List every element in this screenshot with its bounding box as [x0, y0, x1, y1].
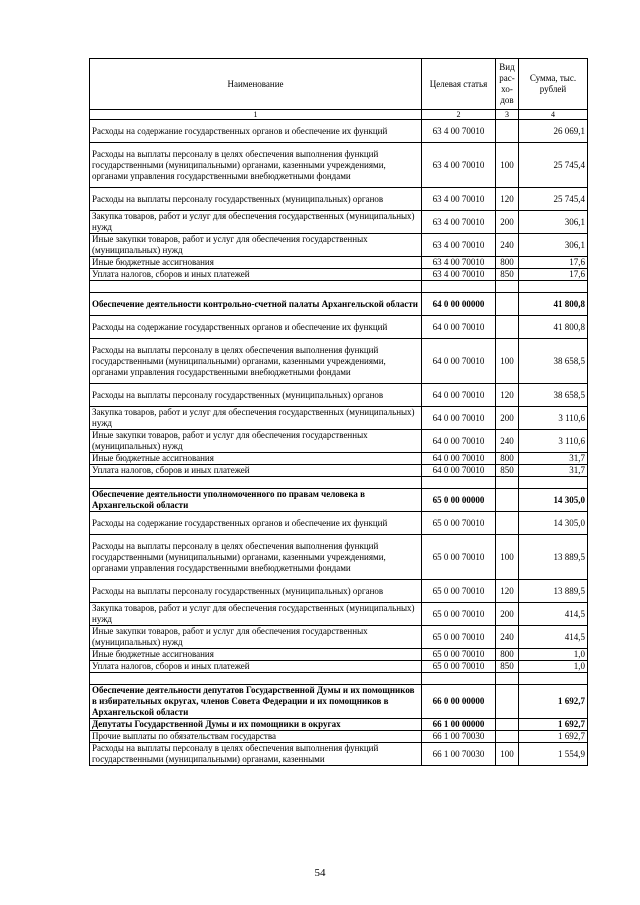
column-number: 2 — [422, 110, 496, 120]
expense-kind-cell: 120 — [496, 580, 519, 603]
page-number: 54 — [314, 867, 326, 879]
expense-kind-cell — [496, 719, 519, 731]
table-row — [90, 580, 588, 603]
name-cell: Расходы на выплаты персоналу в целях обеспечения выполнения функций государственными (муниципальными) органами, казенными учреждениями, органами управления государственными внебюджетными фондами — [90, 535, 422, 580]
target-article-cell: 65 0 00 70010 — [422, 535, 496, 580]
expense-kind-cell: 200 — [496, 603, 519, 626]
name-cell: Обеспечение деятельности депутатов Государственной Думы и их помощников в избирательных округах, членов Совета Федерации и их помощников в Архангельской области — [90, 685, 422, 719]
sum-cell: 1 554,9 — [519, 743, 588, 766]
sum-cell: 306,1 — [519, 234, 588, 257]
sum-cell: 17,6 — [519, 269, 588, 281]
sum-cell: 13 889,5 — [519, 580, 588, 603]
table-row — [90, 257, 588, 269]
expense-kind-cell: 850 — [496, 661, 519, 673]
sum-cell: 1 692,7 — [519, 719, 588, 731]
target-article-cell: 64 0 00 00000 — [422, 293, 496, 316]
table-row — [90, 269, 588, 281]
expense-kind-cell: 850 — [496, 465, 519, 477]
target-article-cell: 63 4 00 70010 — [422, 269, 496, 281]
name-cell: Иные бюджетные ассигнования — [90, 649, 422, 661]
table-row — [90, 188, 588, 211]
table-row — [90, 535, 588, 580]
table-row — [90, 649, 588, 661]
sum-cell: 31,7 — [519, 465, 588, 477]
sum-cell: 1,0 — [519, 649, 588, 661]
target-article-cell: 64 0 00 70010 — [422, 316, 496, 339]
sum-cell: 3 110,6 — [519, 430, 588, 453]
target-article-cell: 65 0 00 70010 — [422, 580, 496, 603]
target-article-cell: 65 0 00 00000 — [422, 489, 496, 512]
sum-cell: 31,7 — [519, 453, 588, 465]
target-article-cell: 63 4 00 70010 — [422, 211, 496, 234]
target-article-cell: 66 1 00 00000 — [422, 719, 496, 731]
sum-cell: 41 800,8 — [519, 316, 588, 339]
target-article-cell: 66 1 00 70030 — [422, 743, 496, 766]
table-row — [90, 120, 588, 143]
expense-kind-cell — [496, 293, 519, 316]
name-cell: Иные бюджетные ассигнования — [90, 453, 422, 465]
expense-kind-cell: 100 — [496, 339, 519, 384]
name-cell: Расходы на выплаты персоналу государственных (муниципальных) органов — [90, 580, 422, 603]
column-number: 1 — [90, 110, 422, 120]
table-row — [90, 316, 588, 339]
name-cell: Иные закупки товаров, работ и услуг для обеспечения государственных (муниципальных) нужд — [90, 626, 422, 649]
target-article-cell: 64 0 00 70010 — [422, 430, 496, 453]
sum-cell: 17,6 — [519, 257, 588, 269]
target-article-cell: 64 0 00 70010 — [422, 339, 496, 384]
empty-cell — [422, 673, 496, 685]
name-cell: Иные закупки товаров, работ и услуг для обеспечения государственных (муниципальных) нужд — [90, 234, 422, 257]
spacer-row — [90, 673, 588, 685]
sum-cell: 414,5 — [519, 603, 588, 626]
expense-kind-cell: 100 — [496, 143, 519, 188]
table-row — [90, 407, 588, 430]
target-article-cell: 65 0 00 70010 — [422, 512, 496, 535]
expense-kind-cell — [496, 316, 519, 339]
target-article-cell: 64 0 00 70010 — [422, 453, 496, 465]
name-cell: Прочие выплаты по обязательствам государства — [90, 731, 422, 743]
table-row — [90, 430, 588, 453]
empty-cell — [496, 281, 519, 293]
sum-cell: 38 658,5 — [519, 384, 588, 407]
sum-cell: 1,0 — [519, 661, 588, 673]
header-sum: Сумма, тыс. рублей — [519, 59, 588, 110]
target-article-cell: 63 4 00 70010 — [422, 143, 496, 188]
table-row — [90, 603, 588, 626]
sum-cell: 13 889,5 — [519, 535, 588, 580]
expense-kind-cell: 850 — [496, 269, 519, 281]
header-target: Целевая статья — [422, 59, 496, 110]
name-cell: Уплата налогов, сборов и иных платежей — [90, 269, 422, 281]
table-row — [90, 234, 588, 257]
sum-cell: 41 800,8 — [519, 293, 588, 316]
sum-cell: 3 110,6 — [519, 407, 588, 430]
table-row — [90, 465, 588, 477]
table-row — [90, 743, 588, 766]
table-row — [90, 512, 588, 535]
target-article-cell: 63 4 00 70010 — [422, 234, 496, 257]
target-article-cell: 65 0 00 70010 — [422, 649, 496, 661]
target-article-cell: 64 0 00 70010 — [422, 384, 496, 407]
sum-cell: 14 305,0 — [519, 512, 588, 535]
sum-cell: 25 745,4 — [519, 188, 588, 211]
empty-cell — [90, 477, 422, 489]
expense-kind-cell: 240 — [496, 430, 519, 453]
sum-cell: 306,1 — [519, 211, 588, 234]
target-article-cell: 64 0 00 70010 — [422, 407, 496, 430]
expense-kind-cell: 800 — [496, 257, 519, 269]
sum-cell: 1 692,7 — [519, 731, 588, 743]
section-row — [90, 293, 588, 316]
empty-cell — [422, 281, 496, 293]
name-cell: Расходы на выплаты персоналу в целях обеспечения выполнения функций государственными (муниципальными) органами, казенными учреждениями, органами управления государственными внебюджетными фондами — [90, 143, 422, 188]
column-number: 4 — [519, 110, 588, 120]
sum-cell: 26 069,1 — [519, 120, 588, 143]
section-row — [90, 685, 588, 719]
empty-cell — [422, 477, 496, 489]
name-cell: Уплата налогов, сборов и иных платежей — [90, 465, 422, 477]
target-article-cell: 65 0 00 70010 — [422, 626, 496, 649]
name-cell: Расходы на выплаты персоналу в целях обеспечения выполнения функций государственными (муниципальными) органами, казенными учреждениями, органами управления государственными внебюджетными фондами — [90, 339, 422, 384]
expense-kind-cell: 240 — [496, 234, 519, 257]
budget-table — [89, 58, 588, 766]
section-row — [90, 719, 588, 731]
name-cell: Расходы на содержание государственных органов и обеспечение их функций — [90, 120, 422, 143]
expense-kind-cell — [496, 120, 519, 143]
empty-cell — [519, 281, 588, 293]
column-number: 3 — [496, 110, 519, 120]
expense-kind-cell — [496, 731, 519, 743]
expense-kind-cell: 100 — [496, 535, 519, 580]
name-cell: Закупка товаров, работ и услуг для обеспечения государственных (муниципальных) нужд — [90, 603, 422, 626]
empty-cell — [496, 477, 519, 489]
expense-kind-cell: 240 — [496, 626, 519, 649]
target-article-cell: 63 4 00 70010 — [422, 257, 496, 269]
name-cell: Закупка товаров, работ и услуг для обеспечения государственных (муниципальных) нужд — [90, 407, 422, 430]
expense-kind-cell — [496, 489, 519, 512]
sum-cell: 414,5 — [519, 626, 588, 649]
table-row — [90, 211, 588, 234]
table-row — [90, 626, 588, 649]
spacer-row — [90, 477, 588, 489]
header-kind: Вид рас- хо- дов — [496, 59, 519, 110]
expense-kind-cell — [496, 512, 519, 535]
target-article-cell: 63 4 00 70010 — [422, 188, 496, 211]
sum-cell: 38 658,5 — [519, 339, 588, 384]
name-cell: Расходы на выплаты персоналу государственных (муниципальных) органов — [90, 384, 422, 407]
sum-cell: 25 745,4 — [519, 143, 588, 188]
expense-kind-cell: 100 — [496, 743, 519, 766]
table-row — [90, 339, 588, 384]
section-row — [90, 489, 588, 512]
empty-cell — [519, 673, 588, 685]
expense-kind-cell — [496, 685, 519, 719]
table-row — [90, 453, 588, 465]
name-cell: Уплата налогов, сборов и иных платежей — [90, 661, 422, 673]
name-cell: Иные бюджетные ассигнования — [90, 257, 422, 269]
column-number-row — [90, 110, 588, 120]
name-cell: Расходы на выплаты персоналу государственных (муниципальных) органов — [90, 188, 422, 211]
name-cell: Расходы на содержание государственных органов и обеспечение их функций — [90, 512, 422, 535]
name-cell: Обеспечение деятельности контрольно-счетной палаты Архангельской области — [90, 293, 422, 316]
target-article-cell: 63 4 00 70010 — [422, 120, 496, 143]
name-cell: Расходы на выплаты персоналу в целях обеспечения выполнения функций государственными (муниципальными) органами, казенными — [90, 743, 422, 766]
empty-cell — [496, 673, 519, 685]
table-header-row — [90, 59, 588, 110]
name-cell: Расходы на содержание государственных органов и обеспечение их функций — [90, 316, 422, 339]
target-article-cell: 65 0 00 70010 — [422, 661, 496, 673]
sum-cell: 14 305,0 — [519, 489, 588, 512]
table-row — [90, 731, 588, 743]
expense-kind-cell: 800 — [496, 649, 519, 661]
table-row — [90, 384, 588, 407]
target-article-cell: 65 0 00 70010 — [422, 603, 496, 626]
expense-kind-cell: 800 — [496, 453, 519, 465]
name-cell: Обеспечение деятельности уполномоченного по правам человека в Архангельской области — [90, 489, 422, 512]
name-cell: Депутаты Государственной Думы и их помощники в округах — [90, 719, 422, 731]
name-cell: Иные закупки товаров, работ и услуг для обеспечения государственных (муниципальных) нужд — [90, 430, 422, 453]
table-row — [90, 661, 588, 673]
sum-cell: 1 692,7 — [519, 685, 588, 719]
target-article-cell: 66 1 00 70030 — [422, 731, 496, 743]
name-cell: Закупка товаров, работ и услуг для обеспечения государственных (муниципальных) нужд — [90, 211, 422, 234]
expense-kind-cell: 200 — [496, 407, 519, 430]
empty-cell — [90, 281, 422, 293]
expense-kind-cell: 120 — [496, 384, 519, 407]
empty-cell — [90, 673, 422, 685]
expense-kind-cell: 120 — [496, 188, 519, 211]
target-article-cell: 66 0 00 00000 — [422, 685, 496, 719]
header-name: Наименование — [90, 59, 422, 110]
table-row — [90, 143, 588, 188]
expense-kind-cell: 200 — [496, 211, 519, 234]
spacer-row — [90, 281, 588, 293]
empty-cell — [519, 477, 588, 489]
target-article-cell: 64 0 00 70010 — [422, 465, 496, 477]
